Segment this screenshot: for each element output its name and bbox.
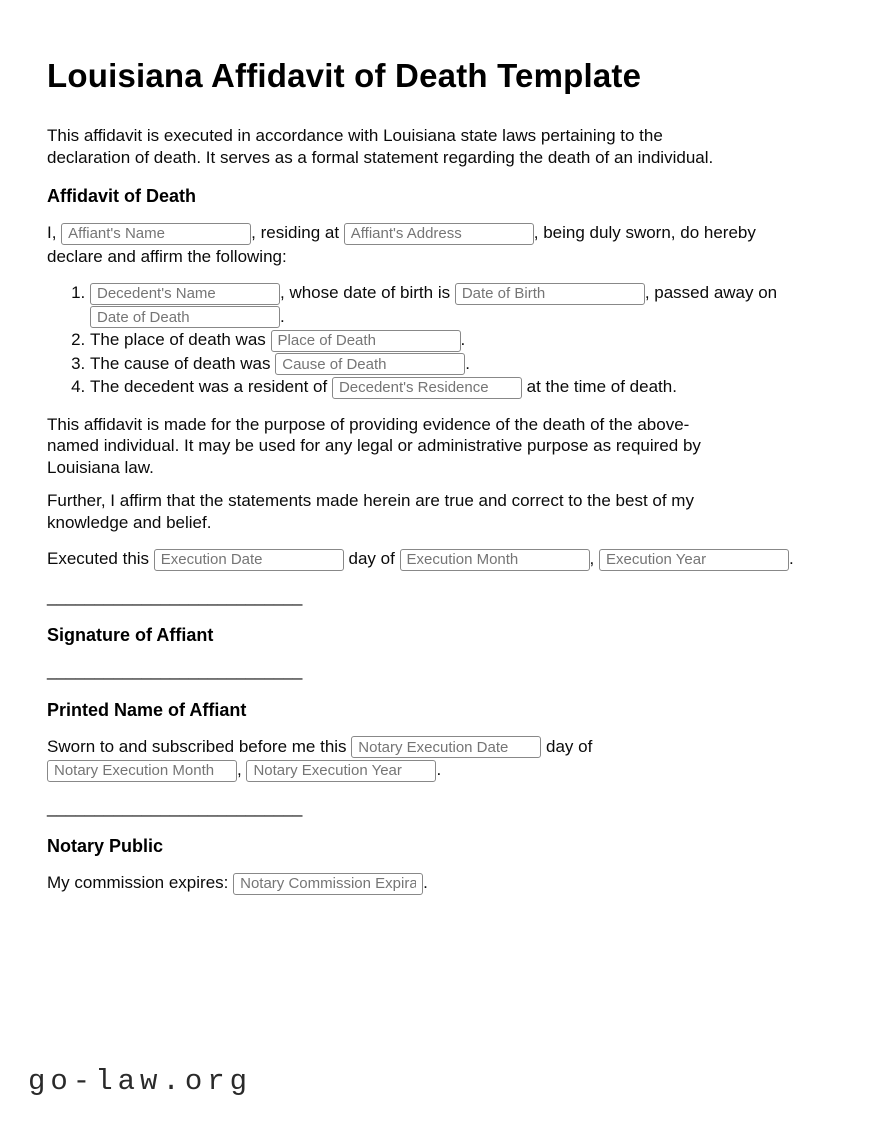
executed-text-4: . bbox=[789, 549, 794, 568]
affiant-address-input[interactable] bbox=[344, 223, 534, 245]
affirmation-paragraph bbox=[47, 490, 820, 533]
sworn-text-2: day of bbox=[541, 736, 593, 756]
intro-paragraph bbox=[47, 125, 820, 168]
date-of-birth-input[interactable] bbox=[455, 283, 645, 305]
fact-item-decedent bbox=[90, 281, 820, 328]
affirmation-line-1: Further, I affirm that the statements made herein are true and correct to the best of my bbox=[47, 491, 694, 510]
printed-name-rule: ___________________________ bbox=[47, 661, 303, 680]
fact2-text-1: The place of death was bbox=[90, 330, 271, 349]
fact4-text-1: The decedent was a resident of bbox=[90, 377, 332, 396]
oath-text-2: , residing at bbox=[251, 223, 344, 242]
execution-date-input[interactable] bbox=[154, 549, 344, 571]
section-heading-affidavit-of-death: Affidavit of Death bbox=[47, 186, 197, 206]
cause-of-death-input[interactable] bbox=[275, 353, 465, 375]
oath-text-1: I, bbox=[47, 223, 62, 242]
fact3-text-2: . bbox=[465, 353, 470, 373]
intro-line-2: declaration of death. It serves as a formal statement regarding the death of an individual. bbox=[47, 147, 714, 167]
signature-rule: ___________________________ bbox=[47, 586, 303, 606]
executed-text-3: , bbox=[589, 549, 599, 568]
facts-list bbox=[47, 281, 820, 399]
executed-text-1: Executed this bbox=[47, 549, 154, 568]
fact-item-residence bbox=[90, 375, 820, 399]
purpose-line-1: This affidavit is made for the purpose of providing evidence of the death of the above- bbox=[47, 414, 690, 434]
fact4-text-2: at the time of death. bbox=[521, 377, 677, 396]
purpose-paragraph bbox=[47, 414, 820, 479]
commission-text-1: My commission expires: bbox=[47, 873, 234, 892]
decedent-name-input[interactable] bbox=[90, 283, 280, 305]
notary-public-label: Notary Public bbox=[47, 836, 164, 856]
notary-commission-expiration-input[interactable] bbox=[233, 873, 423, 895]
printed-name-of-affiant-label: Printed Name of Affiant bbox=[47, 699, 247, 720]
oath-paragraph bbox=[47, 221, 820, 268]
notary-execution-year-input[interactable] bbox=[246, 760, 436, 782]
purpose-line-2: named individual. It may be used for any legal or administrative purpose as required by bbox=[47, 436, 701, 455]
page-title: Louisiana Affidavit of Death Template bbox=[47, 57, 642, 94]
sworn-text-4: . bbox=[436, 760, 442, 779]
decedent-residence-input[interactable] bbox=[332, 377, 522, 399]
execution-year-input[interactable] bbox=[599, 549, 789, 571]
notary-sworn-line bbox=[47, 735, 820, 782]
affiant-name-input[interactable] bbox=[61, 223, 251, 245]
date-of-death-input[interactable] bbox=[90, 306, 280, 328]
commission-expiration-line bbox=[47, 871, 820, 895]
execution-month-input[interactable] bbox=[400, 549, 590, 571]
commission-text-2: . bbox=[423, 873, 428, 892]
notary-signature-rule: ___________________________ bbox=[47, 797, 303, 817]
purpose-line-3: Louisiana law. bbox=[47, 457, 154, 477]
fact-item-cause-of-death bbox=[90, 352, 820, 376]
executed-text-2: day of bbox=[343, 549, 400, 568]
fact1-text-3: . bbox=[280, 306, 285, 326]
intro-line-1: This affidavit is executed in accordance with Louisiana state laws pertaining to the bbox=[47, 126, 663, 145]
fact3-text-1: The cause of death was bbox=[90, 353, 276, 373]
signature-of-affiant-label: Signature of Affiant bbox=[47, 625, 214, 645]
sworn-text-3: , bbox=[237, 760, 247, 779]
fact-item-place-of-death bbox=[90, 328, 820, 352]
fact1-text-1: , whose date of birth is bbox=[280, 283, 455, 302]
fact1-text-2: , passed away on bbox=[644, 283, 778, 302]
fact2-text-2: . bbox=[460, 330, 466, 349]
sworn-text-1: Sworn to and subscribed before me this bbox=[47, 736, 352, 756]
place-of-death-input[interactable] bbox=[271, 330, 461, 352]
oath-text-3: , being duly sworn, do hereby bbox=[533, 223, 756, 242]
notary-execution-date-input[interactable] bbox=[351, 736, 541, 758]
oath-text-4: declare and affirm the following: bbox=[47, 246, 287, 266]
execution-date-line bbox=[47, 547, 820, 571]
affirmation-line-2: knowledge and belief. bbox=[47, 512, 212, 532]
notary-execution-month-input[interactable] bbox=[47, 760, 237, 782]
footer-brand: go-law.org bbox=[28, 1065, 253, 1098]
